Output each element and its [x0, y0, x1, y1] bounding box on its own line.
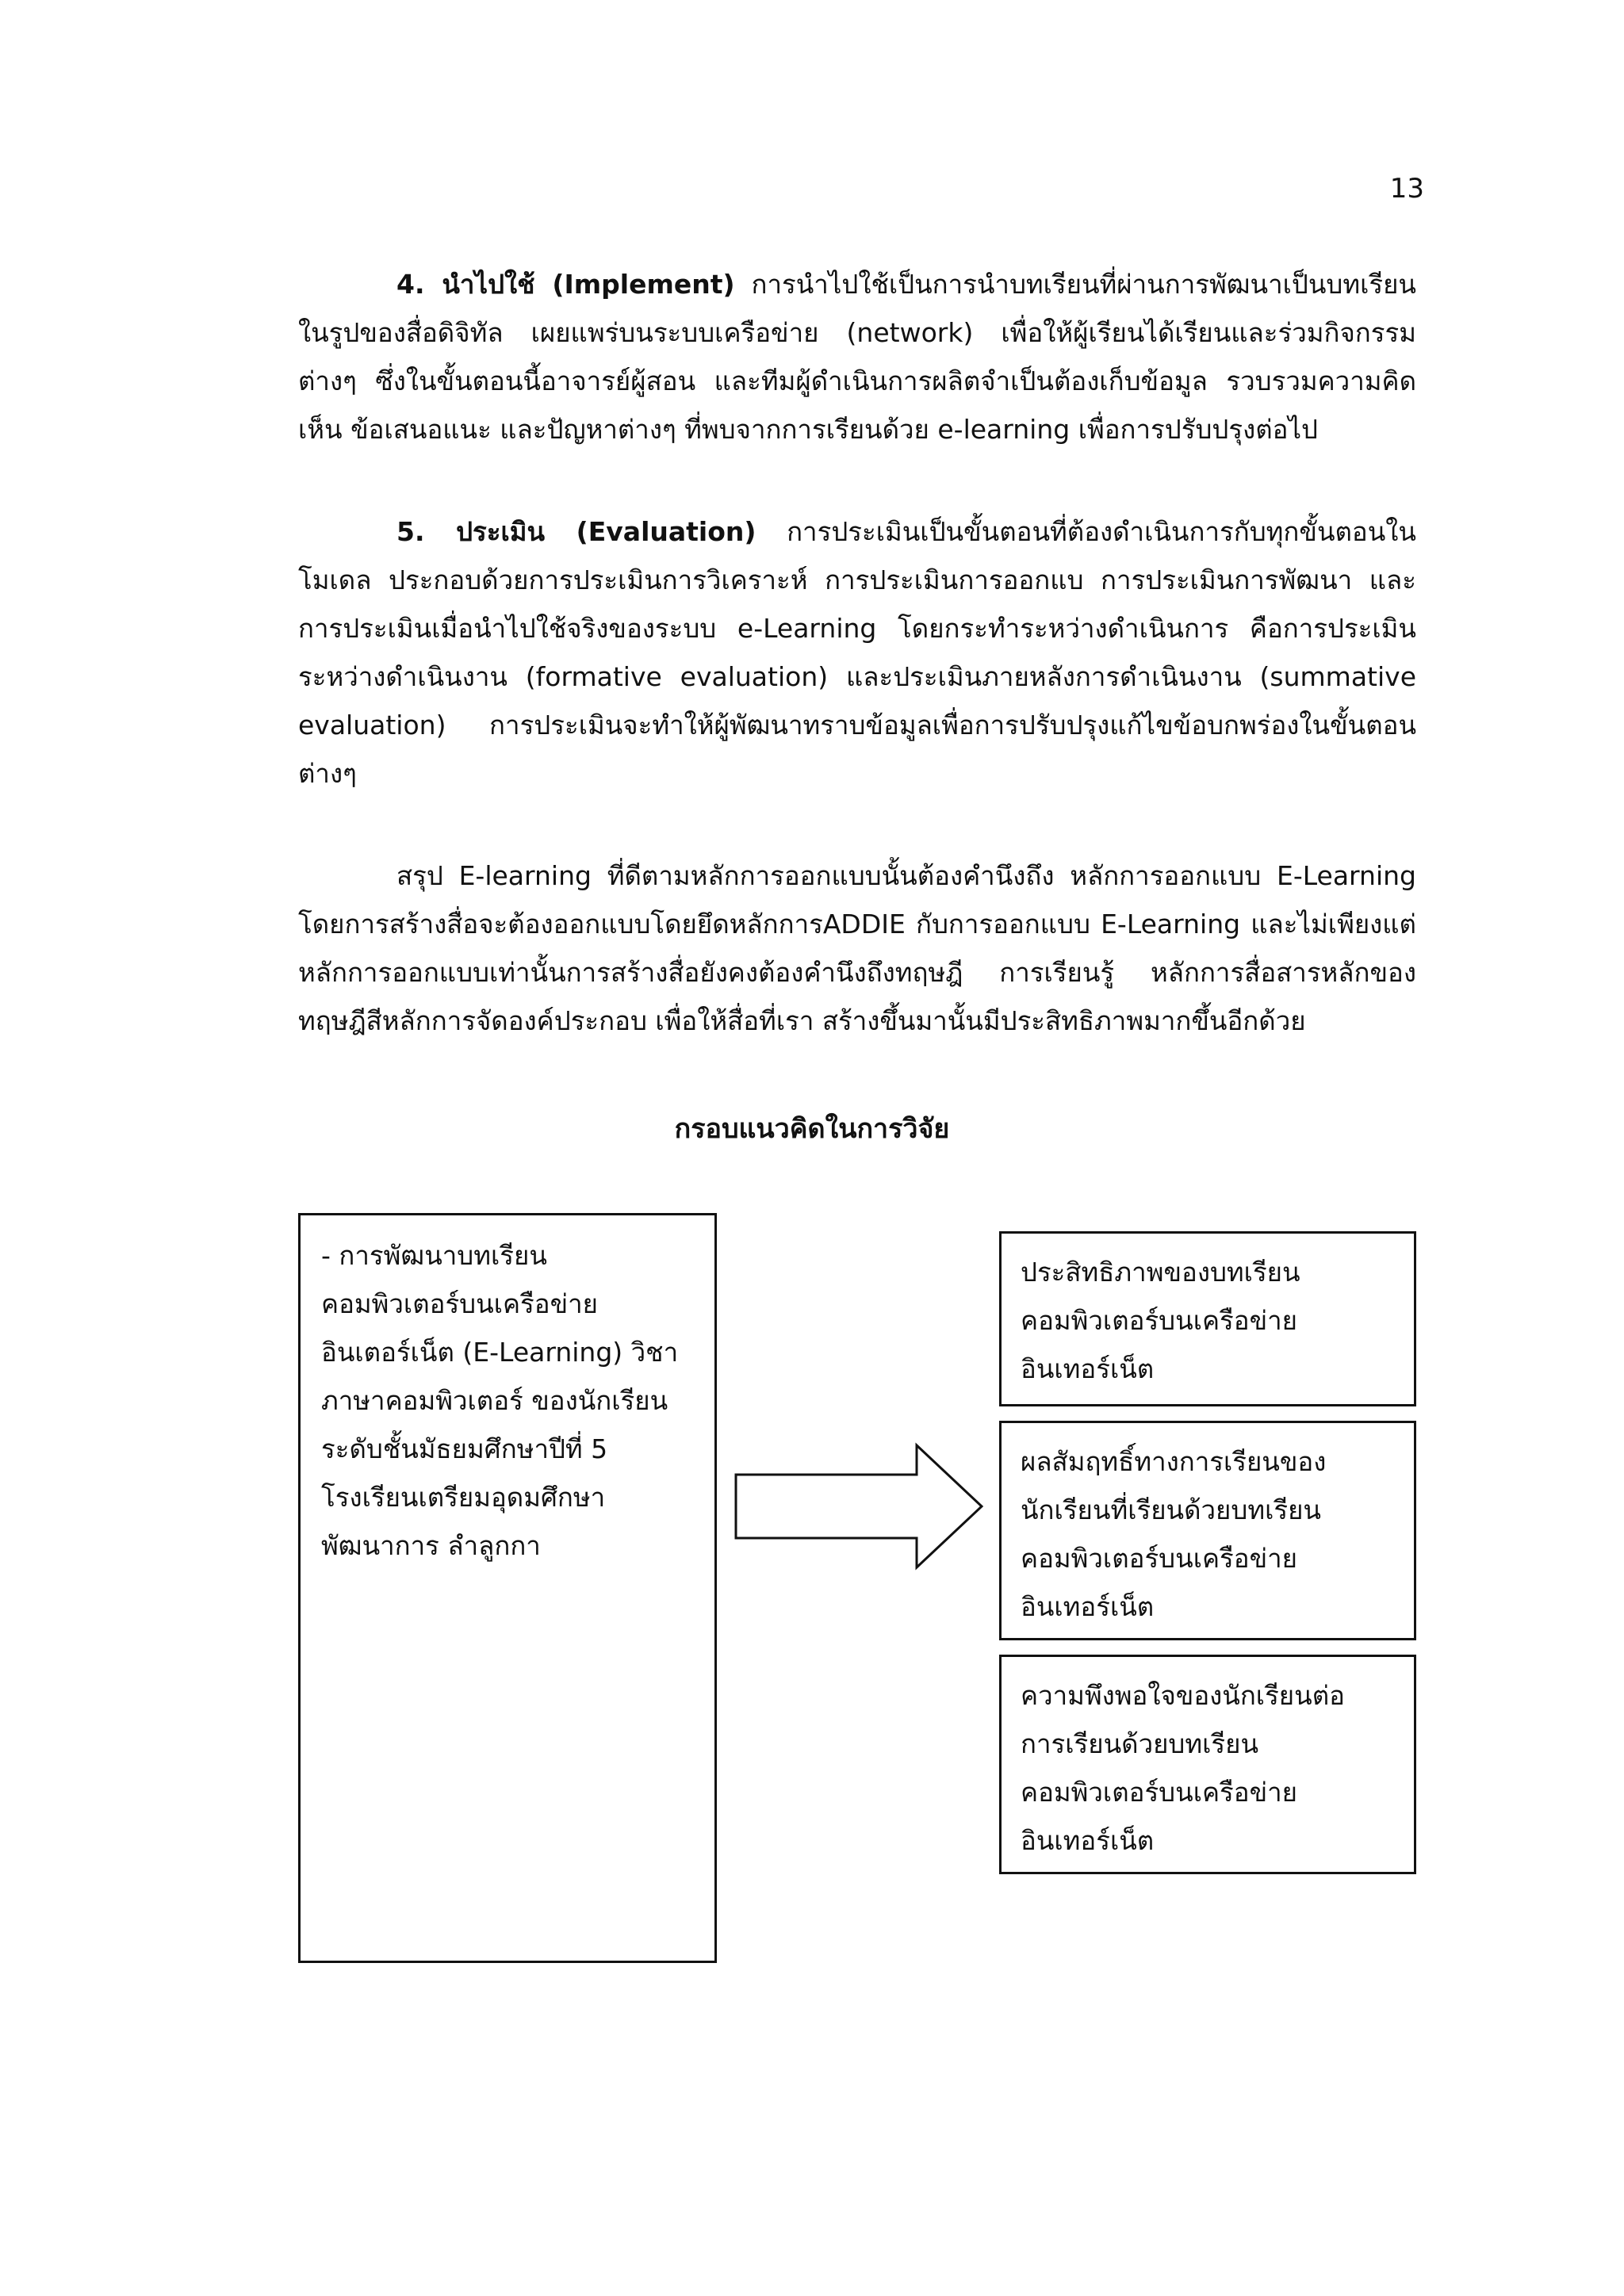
- paragraph-heading: 4. นำไปใช้ (Implement): [396, 269, 735, 300]
- box-line: การเรียนด้วยบทเรียน: [1021, 1728, 1259, 1759]
- box-line: โรงเรียนเตรียมอุดมศึกษา: [321, 1482, 606, 1513]
- dependent-variable-box-achievement: [999, 1421, 1416, 1640]
- box-line: ประสิทธิภาพของบทเรียน: [1021, 1257, 1300, 1288]
- box-line: ความพึงพอใจของนักเรียนต่อ: [1021, 1680, 1345, 1711]
- paragraph-body: การประเมินเป็นขั้นตอนที่ต้องดำเนินการกับทุกขั้นตอนในโมเดล ประกอบด้วยการประเมินการวิเคราะห์ การประเมินการออกแบ การประเมินการพัฒนา และการประเมินเมื่อนำไปใช้จริงของระบบ e-Learning โดยกระทำระหว่างดำเนินการ คือการประเมินระหว่างดำเนินงาน (formative evaluation) และประเมินภายหลังการดำเนินงาน (summative evaluation) การประเมินจะทำให้ผู้พัฒนาทราบข้อมูลเพื่อการปรับปรุงแก้ไขข้อบกพร่องในขั้นตอนต่างๆ: [298, 516, 1416, 789]
- box-line: - การพัฒนาบทเรียน: [321, 1240, 547, 1271]
- box-line: คอมพิวเตอร์บนเครือข่าย: [1021, 1543, 1298, 1574]
- box-line: ผลสัมฤทธิ์ทางการเรียนของ: [1021, 1446, 1327, 1477]
- box-line: คอมพิวเตอร์บนเครือข่าย: [321, 1288, 599, 1319]
- paragraph-body: การนำไปใช้เป็นการนำบทเรียนที่ผ่านการพัฒนาเป็นบทเรียนในรูปของสื่อดิจิทัล เผยแพร่บนระบบเครือข่าย (network) เพื่อให้ผู้เรียนได้เรียนและร่วมกิจกรรมต่างๆ ซึ่งในขั้นตอนนี้อาจารย์ผู้สอน และทีมผู้ดำเนินการผลิตจำเป็นต้องเก็บข้อมูล รวบรวมความคิดเห็น ข้อเสนอแนะ และปัญหาต่างๆ ที่พบจากการเรียนด้วย e-learning เพื่อการปรับปรุงต่อไป: [298, 269, 1416, 445]
- box-line: นักเรียนที่เรียนด้วยบทเรียน: [1021, 1494, 1321, 1525]
- box-line: อินเตอร์เน็ต (E-Learning) วิชา: [321, 1337, 679, 1368]
- box-line: ระดับชั้นมัธยมศึกษาปีที่ 5: [321, 1433, 608, 1464]
- paragraph-evaluation: [298, 507, 1416, 798]
- dependent-variable-box-efficiency: [999, 1231, 1416, 1406]
- paragraph-body: สรุป E-learning ที่ดีตามหลักการออกแบบนั้นต้องคำนึงถึง หลักการออกแบบ E-Learning โดยการสร้างสื่อจะต้องออกแบบโดยยึดหลักการADDIE กับการออกแบบ E-Learning และไม่เพียงแต่หลักการออกแบบเท่านั้นการสร้างสื่อยังคงต้องคำนึงถึงทฤษฎี การเรียนรู้ หลักการสื่อสารหลักของทฤษฎีสีหลักการจัดองค์ประกอบ เพื่อให้สื่อที่เรา สร้างขึ้นมานั้นมีประสิทธิภาพมากขึ้นอีกด้วย: [298, 860, 1416, 1036]
- box-line: คอมพิวเตอร์บนเครือข่าย: [1021, 1777, 1298, 1808]
- independent-variable-box: [298, 1213, 717, 1963]
- page-number: 13: [1389, 173, 1424, 205]
- paragraph-implement: [298, 260, 1416, 453]
- paragraph-heading: 5. ประเมิน (Evaluation): [396, 516, 756, 547]
- box-line: อินเทอร์เน็ต: [1021, 1591, 1155, 1622]
- box-line: อินเทอร์เน็ต: [1021, 1353, 1155, 1384]
- framework-title: กรอบแนวคิดในการวิจัย: [674, 1113, 950, 1145]
- paragraph-summary: [298, 851, 1416, 1045]
- box-line: คอมพิวเตอร์บนเครือข่าย: [1021, 1305, 1298, 1336]
- box-line: อินเทอร์เน็ต: [1021, 1825, 1155, 1856]
- right-arrow-icon: [730, 1439, 991, 1574]
- dependent-variable-box-satisfaction: [999, 1655, 1416, 1874]
- box-line: ภาษาคอมพิวเตอร์ ของนักเรียน: [321, 1385, 668, 1416]
- box-line: พัฒนาการ ลำลูกกา: [321, 1530, 541, 1561]
